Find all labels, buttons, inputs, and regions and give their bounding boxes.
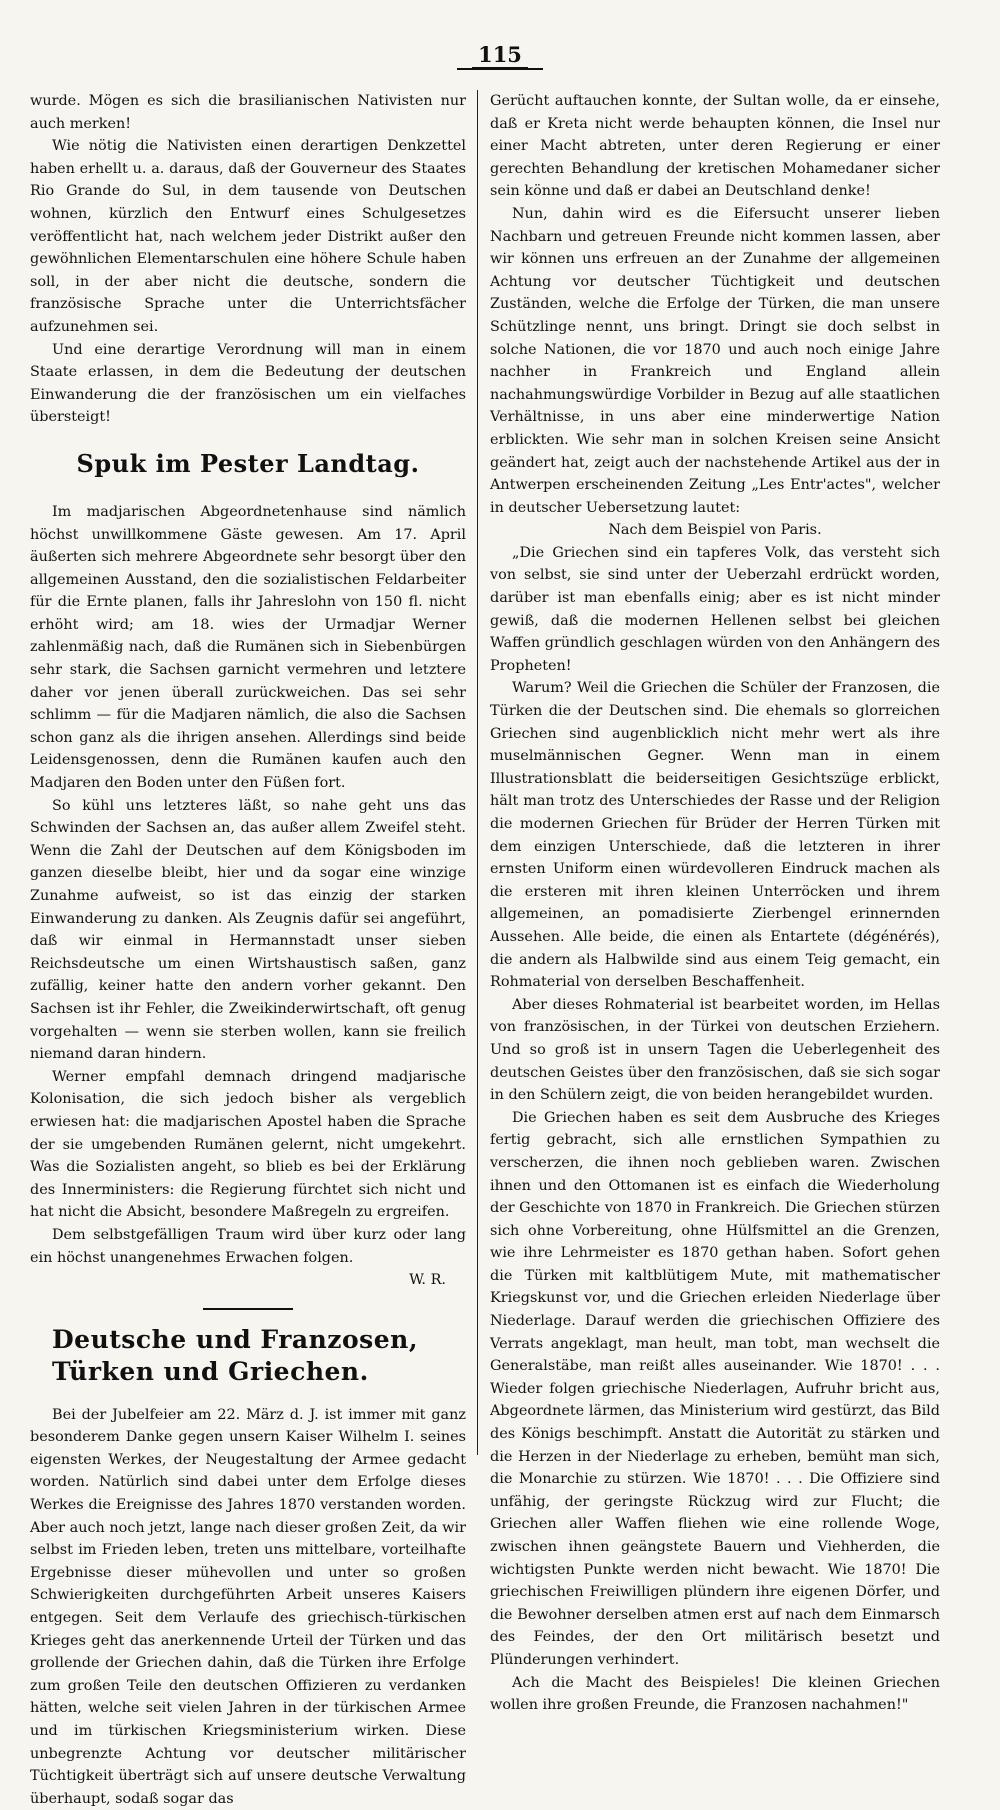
paragraph: Wie nötig die Nativisten einen derartigen Denkzettel haben erhellt u. a. daraus, daß der Gouverneur des Staates Rio Grande do Sul, in dem tausende von Deutschen wohnen, kürzlich den Entwurf eines Schulgesetzes veröffentlicht hat, nach welchem jeder Distrikt außer den gewöhnlichen Elementarschulen eine höhere Schule haben soll, in der aber nicht die deutsche, sondern die französische Sprache unter die Unterrichtsfächer aufzunehmen sei. [30, 138, 466, 335]
paragraph: Werner empfahl demnach dringend madjarische Kolonisation, die sich jedoch bisher als vergeblich erwiesen hat: die madjarischen Apostel haben die Sprache der sie umgebenden Rumänen gelernt, nicht umgekehrt. Was die Sozialisten angeht, so blieb es bei der Erklärung des Innerministers: die Regierung fürchtet sich nicht und hat nicht die Absicht, besondere Maßregeln zu ergreifen. [30, 1068, 466, 1221]
paragraph: Gerücht auftauchen konnte, der Sultan wolle, da er einsehe, daß er Kreta nicht werde behaupten können, die Insel nur einer Macht abtreten, unter deren Regierung er einer gerechten Behandlung der kretischen Mohamedaner sicher sein könne und daß er dabei an Deutschland denke! [490, 93, 940, 200]
paragraph: Die Griechen haben es seit dem Ausbruche des Krieges fertig gebracht, sich alle ernstlichen Sympathien zu verscherzen, die ihnen noch geblieben waren. Zwischen ihnen und den Ottomanen ist es einfach die Wiederholung der Geschichte von 1870 in Frankreich. Die Griechen stürzen sich ohne Vorbereitung, ohne Hülfsmittel an die Grenzen, wie ihre Lehrmeister es 1870 gethan haben. Sofort gehen die Türken mit kaltblütigem Mute, mit mathematischer Kriegskunst vor, und die Griechen erleiden Niederlage über Niederlage. Darauf werden die griechischen Offiziere des Verrats angeklagt, man heult, man tobt, man wechselt die Generalstäbe, man reißt alles auseinander. Wie 1870! . . . Wieder folgen griechische Niederlagen, Aufruhr bricht aus, Abgeordnete lärmen, das Ministerium wird gestürzt, das Bild des Königs beschimpft. Anstatt die Autorität zu stärken und die Herzen in der Niederlage zu erheben, bemüht man sich, die Monarchie zu stürzen. Wie 1870! . . . Die Offiziere sind unfähig, der geringste Rückzug wird zur Flucht; die Griechen aller Waffen fliehen wie eine rollende Woge, zwischen ihnen geängstete Bauern und Viehherden, die wichtigsten Punkte werden nicht bewacht. Wie 1870! Die griechischen Freiwilligen plündern ihre eigenen Dörfer, und die Bewohner derselben atmen erst auf nach dem Einmarsch des Feindes, der den Ort militärisch besetzt und Plünderungen verhindert. [490, 1109, 940, 1668]
paragraph: Bei der Jubelfeier am 22. März d. J. ist immer mit ganz besonderem Danke gegen unsern Kaiser Wilhelm I. seines eigensten Werkes, der Neugestaltung der Armee gedacht worden. Natürlich sind dabei unter dem Erfolge dieses Werkes die Ereignisse des Jahres 1870 verstanden worden. Aber auch noch jetzt, lange nach dieser großen Zeit, da wir selbst im Frieden leben, treten uns mittelbare, vorteilhafte Ergebnisse dieser mühevollen und unter so großen Schwierigkeiten durchgeführten Arbeit unseres Kaisers entgegen. Seit dem Verlaufe des griechisch-türkischen Krieges geht das anerkennende Urteil der Türken und das grollende der Griechen dahin, daß die Türken ihre Erfolge zum großen Teile den deutschen Offizieren zu verdanken hätten, welche seit vielen Jahren in der türkischen Armee und im türkischen Kriegsministerium wirken. Diese unbegrenzte Achtung vor deutscher militärischer Tüchtigkeit überträgt sich auf unsere deutsche Verwaltung überhaupt, sodaß sogar das [30, 1406, 466, 1807]
paragraph: wurde. Mögen es sich die brasilianischen Nativisten nur auch merken! [30, 93, 466, 132]
paragraph: Warum? Weil die Griechen die Schüler der Franzosen, die Türken die der Deutschen sind. Die ehemals so glorreichen Griechen sind augenblicklich nicht mehr wert als ihre muselmännischen Gegner. Wenn man in einem Illustrationsblatt die beiderseitigen Gesichtszüge erblickt, hält man trotz des Unterschiedes der Rasse und der Religion die modernen Griechen für Brüder der Herren Türken mit dem einzigen Unterschiede, daß die letzteren in ihrer ernsten Uniform einen würdevolleren Eindruck machen als die ersteren mit ihren kleinen Unterröcken und ihrem allgemeinen, an pomadisierte Zierbengel erinnernden Aussehen. Alle beide, die einen als Entartete (dégénérés), die andern als Halbwilde sind aus einem Teig gemacht, ein Rohmaterial von derselben Beschaffenheit. [490, 680, 940, 991]
left-column [30, 90, 466, 1810]
right-column [490, 90, 940, 1717]
paragraph: So kühl uns letzteres läßt, so nahe geht uns das Schwinden der Sachsen an, das außer allem Zweifel steht. Wenn die Zahl der Deutschen auf dem Königsboden im ganzen dieselbe bleibt, hier und da sogar eine winzige Zunahme aufweist, so ist das einzig der starken Einwanderung zu danken. Als Zeugnis dafür sei angeführt, daß wir einmal in Hermannstadt unser sieben Reichsdeutsche um einen Wirtshaustisch saßen, ganz zufällig, keiner hatte den andern vorher gekannt. Den Sachsen ist ihr Fehler, die Zweikinderwirtschaft, oft genug vorgehalten — wenn sie sterben wollen, kann sie freilich niemand daran hindern. [30, 797, 466, 1063]
article-separator [203, 1308, 293, 1310]
author-signature: W. R. [409, 1272, 446, 1289]
paragraph: „Die Griechen sind ein tapferes Volk, das versteht sich von selbst, sie sind unter der Ueberzahl erdrückt worden, darüber ist man ebenfalls einig; aber es ist nicht minder gewiß, daß die modernen Hellenen selbst bei gleichen Waffen gründlich geschlagen würden von den Anhängern des Propheten! [490, 544, 940, 674]
paragraph: Im madjarischen Abgeordnetenhause sind nämlich höchst unwillkommene Gäste gewesen. Am 17. April äußerten sich mehrere Abgeordnete sehr besorgt über den allgemeinen Ausstand, den die sozialistischen Feldarbeiter für die Ernte planen, falls ihr Jahreslohn von 150 fl. nicht erhöht wird; am 18. wies der Urmadjar Werner zahlenmäßig nach, daß die Rumänen sich in Siebenbürgen sehr stark, die Sachsen garnicht vermehren und letztere daher vor jenen überall zurückweichen. Das sei sehr schlimm — für die Madjaren nämlich, die also die Sachsen schon ganz als die ihrigen ansehen. Allerdings sind beide Leidensgenossen, denn die Rumänen kaufen auch den Madjaren den Boden unter den Füßen fort. [30, 503, 466, 792]
paragraph: Aber dieses Rohmaterial ist bearbeitet worden, im Hellas von französischen, in der Türkei von deutschen Erziehern. Und so groß ist in unsern Tagen die Ueberlegenheit des deutschen Geistes über den französischen, daß sie sich sogar in den Schülern zeigt, die von beiden herangebildet wurden. [490, 996, 940, 1104]
page-number: 115 [0, 42, 1000, 67]
paragraph: Nun, dahin wird es die Eifersucht unserer lieben Nachbarn und getreuen Freunde nicht kommen lassen, aber wir können uns erfreuen an der Zunahme der allgemeinen Achtung vor deutscher Tüchtigkeit und deutschen Zuständen, welche die Erfolge der Türken, die man unsere Schützlinge nennt, uns bringt. Dringt sie doch selbst in solche Nationen, die vor 1870 und auch noch einige Jahre nachher in Frankreich und England allein nachahmungswürdige Vorbilder in Bezug auf alle staatlichen Verhältnisse, in uns aber eine minderwertige Nation erblickten. Wie sehr man in solchen Kreisen seine Ansicht geändert hat, zeigt auch der nachstehende Artikel aus der in Antwerpen erscheinenden Zeitung „Les Entr'actes", welcher in deutscher Uebersetzung lautet: [490, 205, 940, 516]
page-number-rule [457, 68, 543, 70]
column-divider [477, 90, 478, 1455]
paragraph: Ach die Macht des Beispieles! Die kleinen Griechen wollen ihre großen Freunde, die Franzosen nachahmen!" [490, 1674, 940, 1714]
article-heading-deutsche: Deutsche und Franzosen, Türken und Griechen. [52, 1324, 419, 1386]
article-heading-spuk: Spuk im Pester Landtag. [76, 448, 420, 478]
paragraph: Dem selbstgefälligen Traum wird über kurz oder lang ein höchst unangenehmes Erwachen folgen. [30, 1226, 466, 1266]
paragraph: Und eine derartige Verordnung will man in einem Staate erlassen, in dem die Bedeutung der deutschen Einwanderung die der französischen um ein vielfaches übersteigt! [30, 341, 466, 426]
quoted-subheading: Nach dem Beispiel von Paris. [608, 522, 822, 539]
